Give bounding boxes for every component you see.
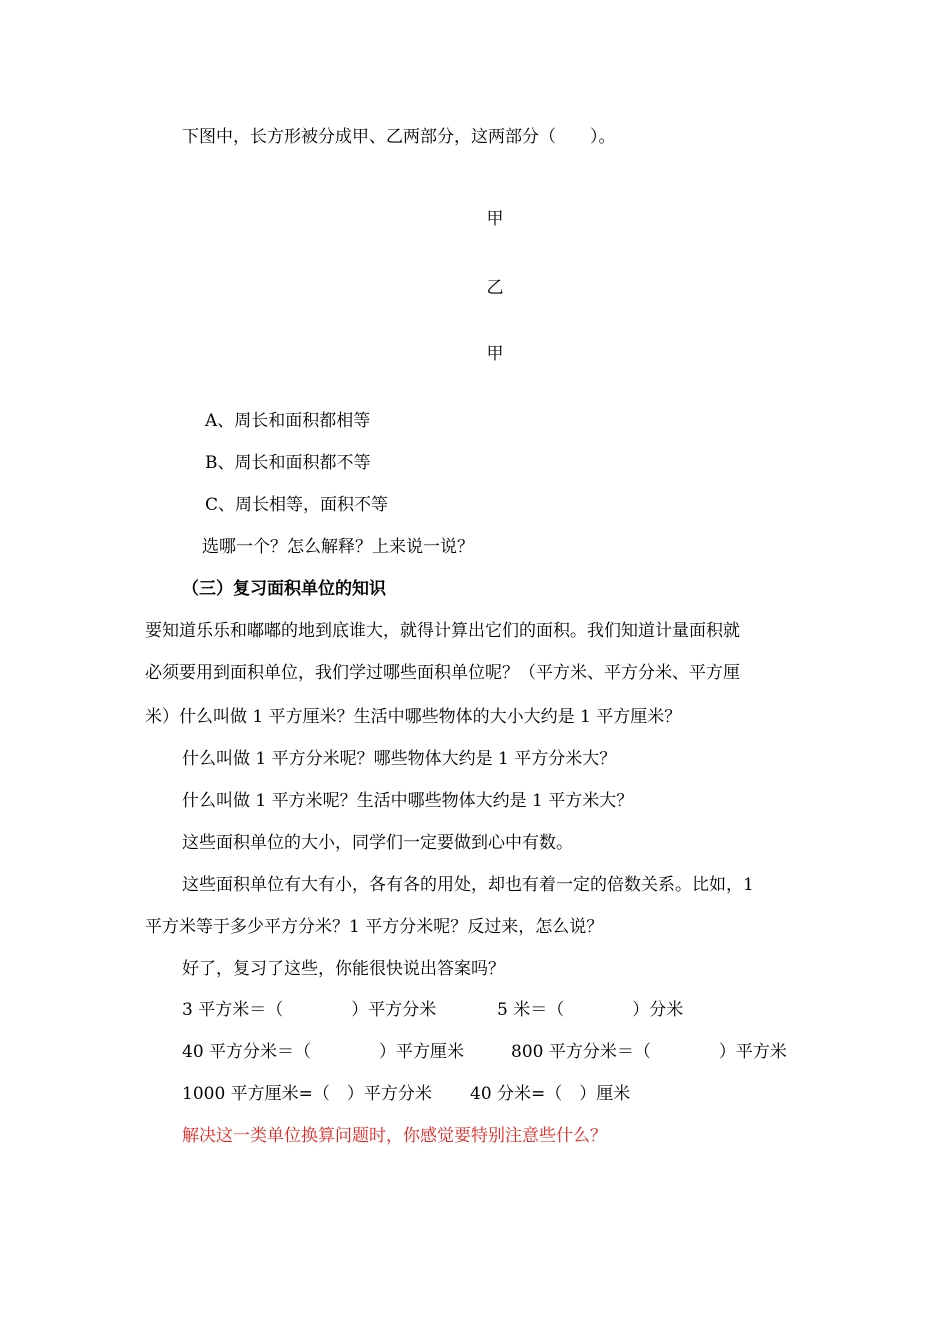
exercise-row bbox=[0, 1040, 950, 1064]
paragraph-line: 必须要用到面积单位，我们学过哪些面积单位呢？（平方米、平方分米、平方厘 bbox=[145, 663, 740, 683]
exercise-row bbox=[0, 1082, 950, 1106]
figure-label-jia-bottom: 甲 bbox=[486, 344, 504, 364]
exercise-item: 40 分米=（ ）厘米 bbox=[470, 1084, 631, 1104]
figure-label-jia-top: 甲 bbox=[486, 209, 504, 229]
question-square-decimeter: 什么叫做 1 平方分米呢？哪些物体大约是 1 平方分米大？ bbox=[182, 749, 617, 769]
discussion-prompt: 选哪一个？怎么解释？上来说一说？ bbox=[202, 537, 474, 557]
question-stem: 下图中，长方形被分成甲、乙两部分，这两部分（ ）。 bbox=[182, 127, 616, 147]
paragraph-line: 要知道乐乐和嘟嘟的地到底谁大，就得计算出它们的面积。我们知道计量面积就 bbox=[145, 621, 740, 641]
exercise-intro: 好了，复习了这些，你能很快说出答案吗？ bbox=[182, 959, 505, 979]
option-a: A、周长和面积都相等 bbox=[205, 411, 371, 431]
exercise-row bbox=[0, 998, 950, 1022]
exercise-item: 1000 平方厘米=（ ）平方分米 bbox=[182, 1084, 432, 1104]
figure-label-yi: 乙 bbox=[486, 278, 504, 298]
paragraph-line: 米）什么叫做 1 平方厘米？生活中哪些物体的大小大约是 1 平方厘米？ bbox=[145, 707, 682, 727]
paragraph-line: 这些面积单位有大有小，各有各的用处，却也有着一定的倍数关系。比如，1 bbox=[182, 875, 754, 895]
closing-question: 解决这一类单位换算问题时，你感觉要特别注意些什么？ bbox=[182, 1126, 607, 1146]
paragraph-line: 平方米等于多少平方分米？1 平方分米呢？反过来，怎么说？ bbox=[145, 917, 604, 937]
remark: 这些面积单位的大小，同学们一定要做到心中有数。 bbox=[182, 833, 573, 853]
exercise-item: 5 米＝（ ）分米 bbox=[497, 1000, 684, 1020]
exercise-item: 800 平方分米＝（ ）平方米 bbox=[511, 1042, 787, 1062]
question-square-meter: 什么叫做 1 平方米呢？生活中哪些物体大约是 1 平方米大？ bbox=[182, 791, 634, 811]
exercise-item: 40 平方分米＝（ ）平方厘米 bbox=[182, 1042, 465, 1062]
option-b: B、周长和面积都不等 bbox=[205, 453, 371, 473]
section-heading: （三）复习面积单位的知识 bbox=[182, 579, 386, 599]
option-c: C、周长相等，面积不等 bbox=[205, 495, 389, 515]
exercise-item: 3 平方米＝（ ）平方分米 bbox=[182, 1000, 437, 1020]
